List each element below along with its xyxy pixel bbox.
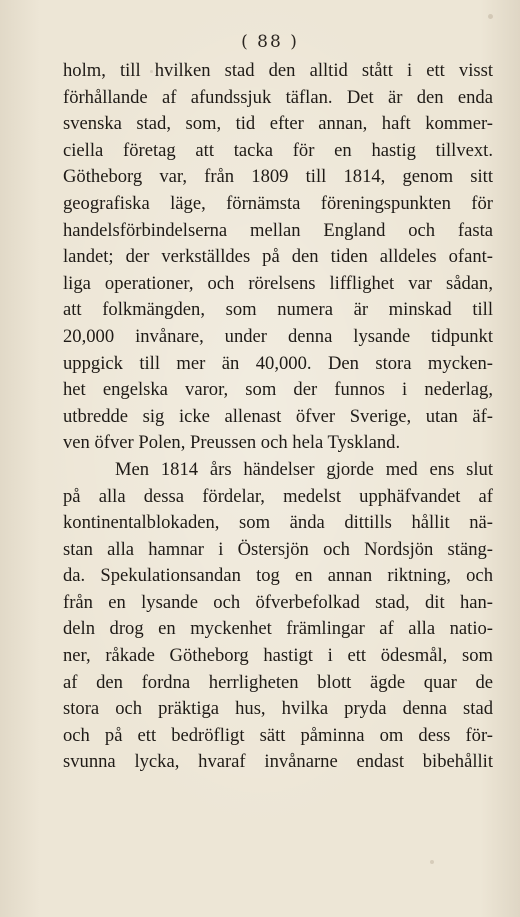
text-line: holm, till hvilken stad den alltid stått i ett visst xyxy=(63,60,493,81)
text-line: från en lysande och öfverbefolkad stad, dit han- xyxy=(63,591,493,613)
text-line: geografiska läge, förnämsta föreningspunkten för xyxy=(63,192,493,214)
text-line: stan alla hamnar i Östersjön och Nordsjön stäng- xyxy=(63,538,493,560)
text-line: kontinentalblokaden, som ända dittills hållit nä- xyxy=(63,512,493,534)
text-line: deln drog en myckenhet främlingar af alla natio- xyxy=(63,618,493,640)
text-line: och på ett bedröfligt sätt påminna om dess för- xyxy=(63,724,493,746)
text-line: ciella företag att tacka för en hastig tillvext. xyxy=(63,139,493,161)
paper-stain xyxy=(488,14,493,19)
text-line: liga operationer, och rörelsens lifflighet var sådan, xyxy=(63,272,493,294)
text-line: handelsförbindelserna mellan England och fasta xyxy=(63,219,493,241)
text-line: landet; der verkställdes på den tiden alldeles ofant- xyxy=(63,246,493,268)
text-line: på alla dessa fördelar, medelst upphäfvandet af xyxy=(63,485,493,507)
text-line: svenska stad, som, tid efter annan, haft kommer- xyxy=(63,113,493,135)
text-line: ven öfver Polen, Preussen och hela Tyskland. xyxy=(63,432,401,454)
text-line: uppgick till mer än 40,000. Den stora mycken- xyxy=(63,352,493,374)
page-number: ( 88 ) xyxy=(241,32,299,52)
text-line: 20,000 invånare, under denna lysande tidpunkt xyxy=(63,325,493,347)
text-line: ner, råkade Götheborg hastigt i ett ödesmål, som xyxy=(63,645,493,667)
text-line: stora och präktiga hus, hvilka pryda denna stad xyxy=(63,698,493,720)
text-line: af den fordna herrligheten blott ägde quar de xyxy=(63,671,493,693)
text-line: het engelska varor, som der funnos i nederlag, xyxy=(63,379,493,401)
text-line: att folkmängden, som numera är minskad till xyxy=(63,299,493,321)
text-line: Men 1814 års händelser gjorde med ens slut xyxy=(115,458,493,480)
paper-stain xyxy=(430,860,434,864)
text-line: da. Spekulationsandan tog en annan riktning, och xyxy=(63,565,493,587)
text-line: utbredde sig icke allenast öfver Sverige, utan äf- xyxy=(63,405,493,427)
text-line: förhållande af afundssjuk täflan. Det är den enda xyxy=(63,86,493,108)
body-text xyxy=(63,58,493,776)
text-line: Götheborg var, från 1809 till 1814, genom sitt xyxy=(63,166,493,188)
text-line: svunna lycka, hvaraf invånarne endast bibehållit xyxy=(63,751,493,773)
